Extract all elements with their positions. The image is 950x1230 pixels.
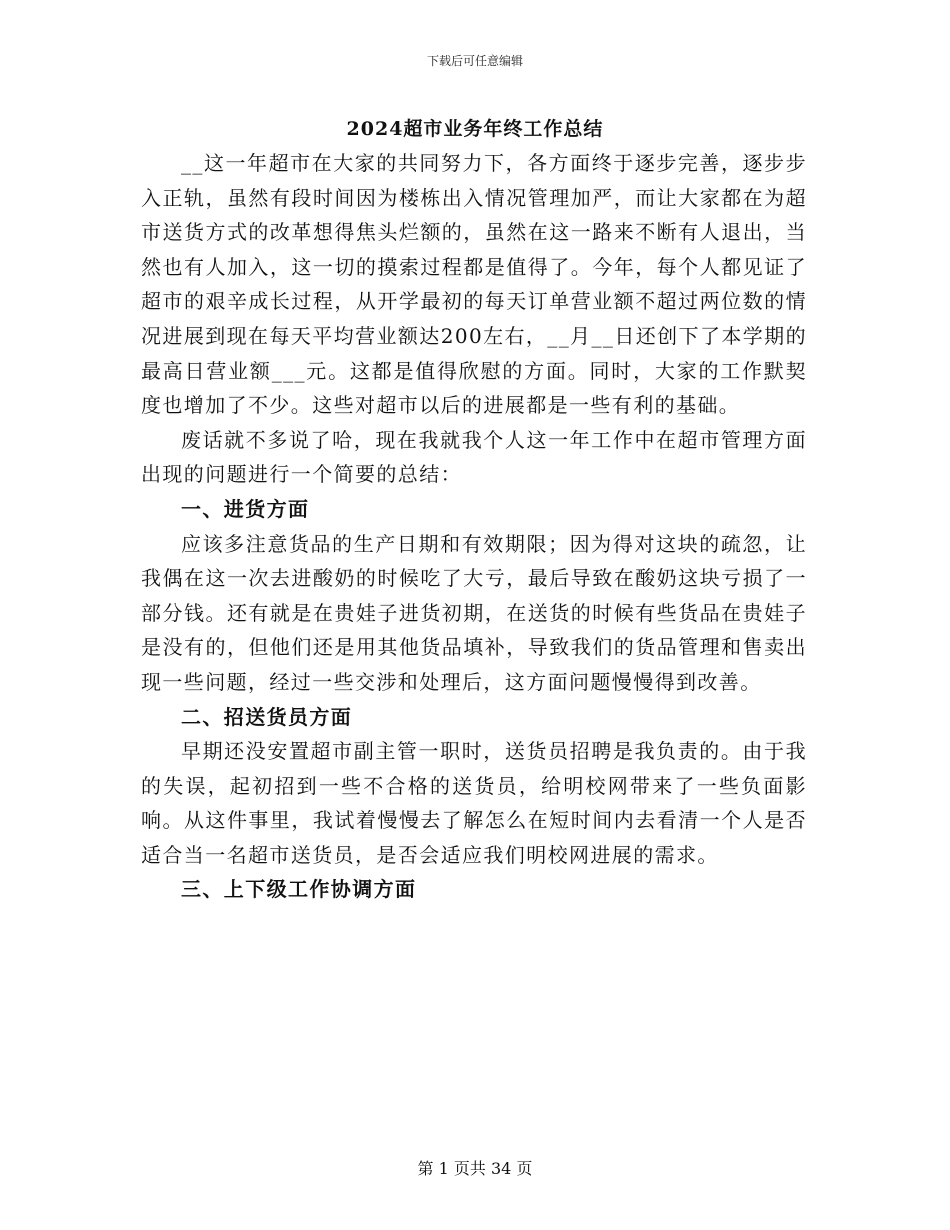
section-text-purchasing: 应该多注意货品的生产日期和有效期限；因为得对这块的疏忽，让我偶在这一次去进酸奶的时候吃了大亏，最后导致在酸奶这块亏损了一部分钱。还有就是在贵娃子进货初期，在送货的时候有些货品在贵娃子是没有的，但他们还是用其他货品填补，导致我们的货品管理和售卖出现一些问题，经过一些交涉和处理后，这方面问题慢慢得到改善。 xyxy=(141,531,807,694)
summary-intro-paragraph: 废话就不多说了哈，现在我就我个人这一年工作中在超市管理方面出现的问题进行一个简要的总结： xyxy=(141,427,807,487)
intro-paragraph: __这一年超市在大家的共同努力下，各方面终于逐步完善，逐步步入正轨，虽然有段时间因为楼栋出入情况管理加严，而让大家都在为超市送货方式的改革想得焦头烂额的，虽然在这一路来不断有人退出，当然也有人加入，这一切的摸索过程都是值得了。今年，每个人都见证了超市的艰辛成长过程，从开学最初的每天订单营业额不超过两位数的情况进展到现在每天平均营业额达200左右，__月__日还创下了本学期的最高日营业额___元。这都是值得欣慰的方面。同时，大家的工作默契度也增加了不少。这些对超市以后的进展都是一些有利的基础。 xyxy=(141,151,807,418)
section-text-delivery-staff: 早期还没安置超市副主管一职时，送货员招聘是我负责的。由于我的失误，起初招到一些不合格的送货员，给明校网带来了一些负面影响。从这件事里，我试着慢慢去了解怎么在短时间内去看清一个人是否适合当一名超市送货员，是否会适应我们明校网进展的需求。 xyxy=(141,739,807,867)
page-number: 第 1 页共 34 页 xyxy=(417,1159,533,1178)
section-heading-purchasing: 一、进货方面 xyxy=(181,496,310,521)
document-title: 2024超市业务年终工作总结 xyxy=(346,118,604,140)
document-body xyxy=(141,146,807,907)
section-heading-delivery-staff: 二、招送货员方面 xyxy=(181,704,353,729)
header-note: 下载后可任意编辑 xyxy=(426,54,523,68)
section-heading-coordination: 三、上下级工作协调方面 xyxy=(181,877,417,902)
